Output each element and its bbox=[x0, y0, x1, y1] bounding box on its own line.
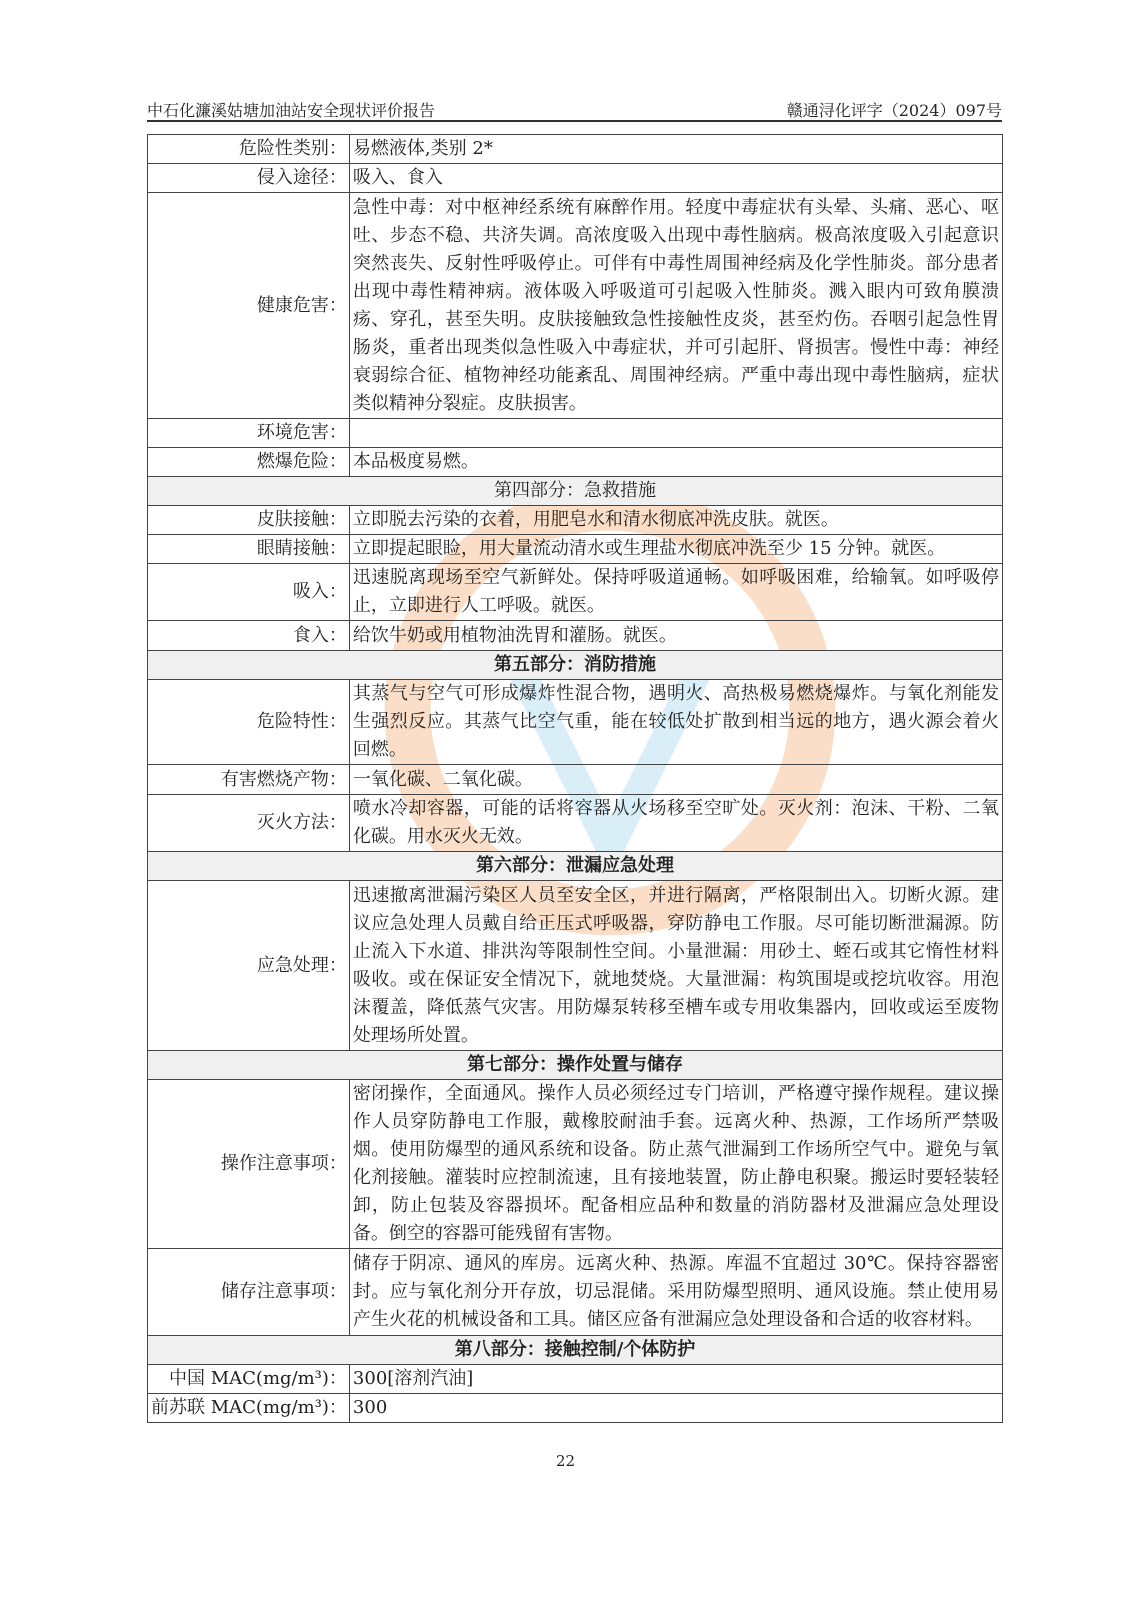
row-label: 储存注意事项： bbox=[148, 1249, 350, 1336]
row-value: 300[溶剂汽油] bbox=[349, 1365, 1002, 1394]
row-value: 300 bbox=[349, 1394, 1002, 1423]
table-row bbox=[148, 621, 1003, 651]
row-label: 中国 MAC(mg/m³)： bbox=[148, 1365, 350, 1394]
page-number: 22 bbox=[555, 1452, 576, 1470]
table-row bbox=[148, 680, 1003, 765]
row-value: 密闭操作，全面通风。操作人员必须经过专门培训，严格遵守操作规程。建议操作人员穿防静电工作服，戴橡胶耐油手套。远离火种、热源，工作场所严禁吸烟。使用防爆型的通风系统和设备。防止蒸气泄漏到工作场所空气中。避免与氧化剂接触。灌装时应控制流速，且有接地装置，防止静电积聚。搬运时要轻装轻卸，防止包装及容器损坏。配备相应品种和数量的消防器材及泄漏应急处理设备。倒空的容器可能残留有害物。 bbox=[349, 1080, 1002, 1249]
row-value: 立即脱去污染的衣着，用肥皂水和清水彻底冲洗皮肤。就医。 bbox=[349, 506, 1002, 535]
table-row bbox=[148, 1365, 1003, 1394]
table-row bbox=[148, 535, 1003, 564]
row-value: 迅速撤离泄漏污染区人员至安全区，并进行隔离，严格限制出入。切断火源。建议应急处理人员戴自给正压式呼吸器，穿防静电工作服。尽可能切断泄漏源。防止流入下水道、排洪沟等限制性空间。小量泄漏：用砂土、蛭石或其它惰性材料吸收。或在保证安全情况下，就地焚烧。大量泄漏：构筑围堤或挖坑收容。用泡沫覆盖，降低蒸气灾害。用防爆泵转移至槽车或专用收集器内，回收或运至废物处理场所处置。 bbox=[349, 881, 1002, 1051]
row-value: 急性中毒：对中枢神经系统有麻醉作用。轻度中毒症状有头晕、头痛、恶心、呕吐、步态不稳、共济失调。高浓度吸入出现中毒性脑病。极高浓度吸入引起意识突然丧失、反射性呼吸停止。可伴有中毒性周围神经病及化学性肺炎。部分患者出现中毒性精神病。液体吸入呼吸道可引起吸入性肺炎。溅入眼内可致角膜溃疡、穿孔，甚至失明。皮肤接触致急性接触性皮炎，甚至灼伤。吞咽引起急性胃肠炎，重者出现类似急性吸入中毒症状，并可引起肝、肾损害。慢性中毒：神经衰弱综合征、植物神经功能紊乱、周围神经病。严重中毒出现中毒性脑病，症状类似精神分裂症。皮肤损害。 bbox=[349, 193, 1002, 419]
row-label: 危险特性： bbox=[148, 680, 350, 765]
section-header-row bbox=[148, 651, 1003, 680]
row-label: 操作注意事项： bbox=[148, 1080, 350, 1249]
row-label: 有害燃烧产物： bbox=[148, 765, 350, 795]
row-value bbox=[349, 419, 1002, 448]
row-label: 应急处理： bbox=[148, 881, 350, 1051]
row-label: 燃爆危险： bbox=[148, 448, 350, 477]
table-row bbox=[148, 564, 1003, 621]
header-rule bbox=[147, 120, 1002, 122]
row-value: 一氧化碳、二氧化碳。 bbox=[349, 765, 1002, 795]
table-row bbox=[148, 419, 1003, 448]
table-row bbox=[148, 193, 1003, 419]
row-value: 给饮牛奶或用植物油洗胃和灌肠。就医。 bbox=[349, 621, 1002, 651]
section-title: 第七部分：操作处置与储存 bbox=[148, 1051, 1003, 1080]
table-row bbox=[148, 1249, 1003, 1336]
table-row bbox=[148, 765, 1003, 795]
row-label: 吸入： bbox=[148, 564, 350, 621]
row-label: 前苏联 MAC(mg/m³)： bbox=[148, 1394, 350, 1423]
row-label: 环境危害： bbox=[148, 419, 350, 448]
section-header-row bbox=[148, 852, 1003, 881]
section-title: 第六部分：泄漏应急处理 bbox=[148, 852, 1003, 881]
row-label: 灭火方法： bbox=[148, 795, 350, 852]
row-value: 迅速脱离现场至空气新鲜处。保持呼吸道通畅。如呼吸困难，给输氧。如呼吸停止，立即进行人工呼吸。就医。 bbox=[349, 564, 1002, 621]
row-label: 侵入途径： bbox=[148, 164, 350, 193]
table-row bbox=[148, 881, 1003, 1051]
row-value: 储存于阴凉、通风的库房。远离火种、热源。库温不宜超过 30℃。保持容器密封。应与氧化剂分开存放，切忌混储。采用防爆型照明、通风设施。禁止使用易产生火花的机械设备和工具。储区应备有泄漏应急处理设备和合适的收容材料。 bbox=[349, 1249, 1002, 1336]
table-row bbox=[148, 164, 1003, 193]
row-value: 吸入、食入 bbox=[349, 164, 1002, 193]
table-row bbox=[148, 795, 1003, 852]
section-header-row bbox=[148, 1051, 1003, 1080]
row-value: 本品极度易燃。 bbox=[349, 448, 1002, 477]
table-row bbox=[148, 448, 1003, 477]
row-label: 健康危害： bbox=[148, 193, 350, 419]
table-row bbox=[148, 506, 1003, 535]
row-label: 皮肤接触： bbox=[148, 506, 350, 535]
row-value: 易燃液体,类别 2* bbox=[349, 135, 1002, 164]
section-header-row bbox=[148, 1336, 1003, 1365]
table-row bbox=[148, 1394, 1003, 1423]
row-value: 喷水冷却容器，可能的话将容器从火场移至空旷处。灭火剂：泡沫、干粉、二氧化碳。用水灭火无效。 bbox=[349, 795, 1002, 852]
row-value: 其蒸气与空气可形成爆炸性混合物，遇明火、高热极易燃烧爆炸。与氧化剂能发生强烈反应。其蒸气比空气重，能在较低处扩散到相当远的地方，遇火源会着火回燃。 bbox=[349, 680, 1002, 765]
section-title: 第五部分：消防措施 bbox=[148, 651, 1003, 680]
msds-table bbox=[147, 134, 1003, 1423]
report-number: 赣通浔化评字（2024）097号 bbox=[786, 101, 1002, 120]
row-label: 危险性类别： bbox=[148, 135, 350, 164]
running-header bbox=[147, 98, 1002, 121]
row-label: 眼睛接触： bbox=[148, 535, 350, 564]
section-title: 第八部分：接触控制/个体防护 bbox=[148, 1336, 1003, 1365]
section-title: 第四部分：急救措施 bbox=[148, 477, 1003, 506]
row-value: 立即提起眼睑，用大量流动清水或生理盐水彻底冲洗至少 15 分钟。就医。 bbox=[349, 535, 1002, 564]
row-label: 食入： bbox=[148, 621, 350, 651]
report-title: 中石化濂溪姑塘加油站安全现状评价报告 bbox=[147, 101, 436, 120]
section-header-row bbox=[148, 477, 1003, 506]
table-row bbox=[148, 135, 1003, 164]
table-row bbox=[148, 1080, 1003, 1249]
